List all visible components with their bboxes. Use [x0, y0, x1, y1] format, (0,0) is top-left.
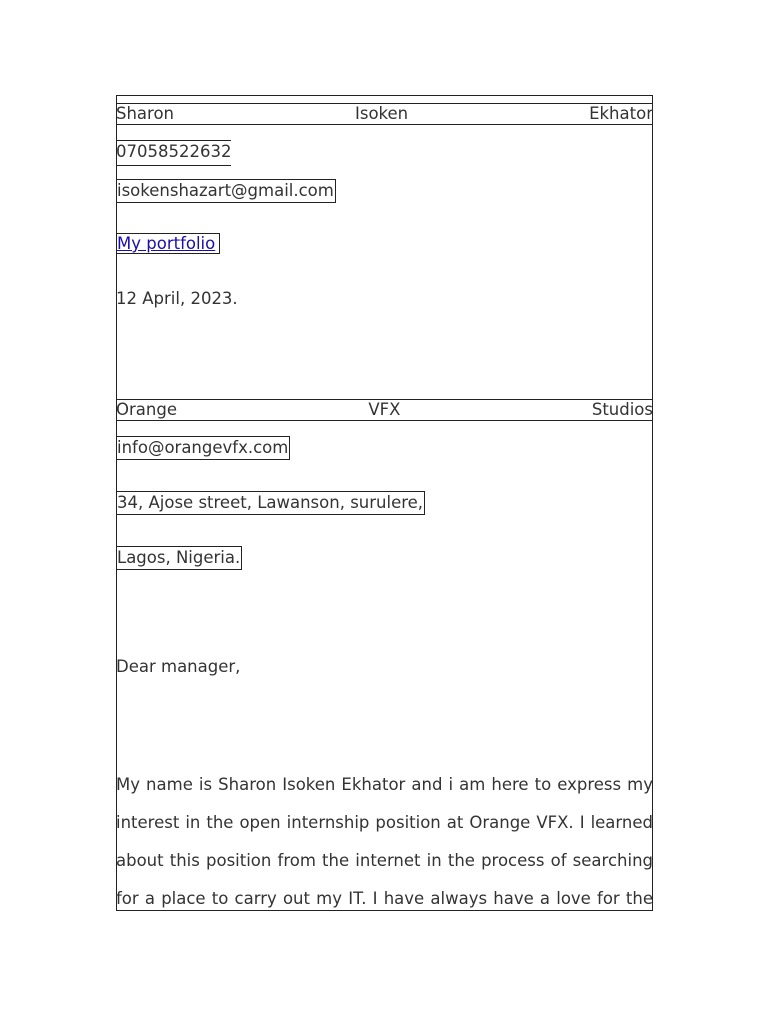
body-line: for a place to carry out my IT. I have always have a love for the — [116, 889, 653, 908]
sender-first-name: Sharon — [116, 104, 175, 123]
sender-phone: 07058522632 — [116, 140, 231, 166]
letter-page — [116, 95, 653, 911]
portfolio-line — [116, 233, 220, 255]
body-line: about this position from the internet in the process of searching — [116, 851, 653, 870]
recipient-address-line2: Lagos, Nigeria. — [116, 546, 242, 570]
sender-name-row — [116, 103, 653, 125]
portfolio-link[interactable]: My portfolio — [116, 233, 220, 254]
sender-last-name: Ekhator — [589, 104, 653, 123]
company-word-2: VFX — [368, 400, 401, 419]
salutation: Dear manager, — [116, 657, 241, 676]
recipient-email[interactable]: info@orangevfx.com — [116, 436, 290, 460]
letter-date: 12 April, 2023. — [116, 289, 238, 308]
recipient-company-row — [116, 399, 653, 421]
company-word-3: Studios — [591, 400, 653, 419]
body-paragraph — [116, 766, 653, 918]
sender-middle-name: Isoken — [354, 104, 409, 123]
company-word-1: Orange — [116, 400, 177, 419]
recipient-address-line1: 34, Ajose street, Lawanson, surulere, — [116, 491, 425, 515]
body-line: My name is Sharon Isoken Ekhator and i am here to express my — [116, 775, 653, 794]
sender-email[interactable]: isokenshazart@gmail.com — [116, 179, 336, 203]
body-line: interest in the open internship position at Orange VFX. I learned — [116, 813, 653, 832]
